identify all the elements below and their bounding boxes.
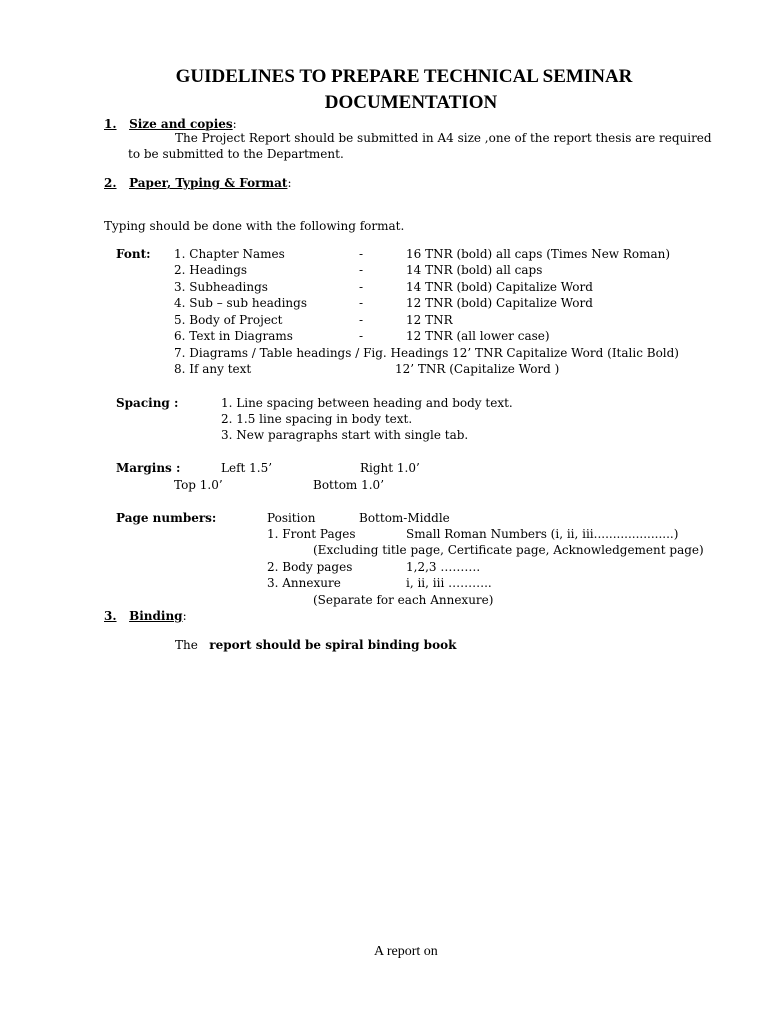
- page-number-annexure-note: (Separate for each Annexure): [313, 593, 494, 607]
- section-3-colon: :: [182, 609, 187, 623]
- font-row-name: 2. Headings: [174, 263, 248, 277]
- spacing-item: 1. Line spacing between heading and body text.: [221, 396, 513, 410]
- section-2-number: 2.: [104, 176, 117, 190]
- font-row-dash: -: [359, 247, 364, 261]
- font-row-8-value: 12’ TNR (Capitalize Word ): [395, 362, 560, 376]
- section-3-heading: [104, 608, 187, 624]
- font-row-value: 16 TNR (bold) all caps (Times New Roman): [406, 247, 671, 261]
- binding-text-bold: report should be spiral binding book: [209, 638, 457, 652]
- font-row-dash: -: [359, 280, 364, 294]
- spacing-item: 3. New paragraphs start with single tab.: [221, 428, 469, 442]
- page-number-body-value: 1,2,3 ……….: [406, 560, 481, 574]
- margins-label: Margins :: [116, 461, 181, 475]
- section-1-text-line1: The Project Report should be submitted in A4 size ,one of the report thesis are required: [175, 131, 712, 145]
- page-number-body-label: 2. Body pages: [267, 560, 353, 574]
- font-row-dash: -: [359, 296, 364, 310]
- spacing-label: Spacing :: [116, 396, 179, 410]
- margin-bottom: Bottom 1.0’: [313, 478, 385, 492]
- margin-left: Left 1.5’: [221, 461, 273, 475]
- font-row-name: 6. Text in Diagrams: [174, 329, 293, 343]
- margin-top: Top 1.0’: [174, 478, 223, 492]
- font-row-name: 5. Body of Project: [174, 313, 283, 327]
- page-number-position-value: Bottom-Middle: [359, 511, 450, 525]
- page-number-annexure-label: 3. Annexure: [267, 576, 341, 590]
- page-number-front-value: Small Roman Numbers (i, ii, iii.....................): [406, 527, 679, 541]
- font-row-dash: -: [359, 329, 364, 343]
- font-row-name: 4. Sub – sub headings: [174, 296, 307, 310]
- section-1-number: 1.: [104, 117, 117, 131]
- font-row-name: 1. Chapter Names: [174, 247, 285, 261]
- binding-text-plain: The: [175, 638, 198, 652]
- document-title-line2: DOCUMENTATION: [324, 92, 498, 113]
- section-1-colon: :: [232, 117, 237, 131]
- font-row-value: 14 TNR (bold) all caps: [406, 263, 543, 277]
- page-numbers-label: Page numbers:: [116, 511, 217, 525]
- page-number-front-label: 1. Front Pages: [267, 527, 356, 541]
- font-row-7: 7. Diagrams / Table headings / Fig. Headings 12’ TNR Capitalize Word (Italic Bold): [174, 346, 679, 360]
- document-title-line1: GUIDELINES TO PREPARE TECHNICAL SEMINAR: [175, 66, 633, 87]
- section-1-title: Size and copies: [129, 117, 233, 131]
- typing-intro: Typing should be done with the following format.: [104, 219, 405, 233]
- page-number-annexure-value: i, ii, iii ………..: [406, 576, 492, 590]
- spacing-item: 2. 1.5 line spacing in body text.: [221, 412, 413, 426]
- section-2-heading: [104, 175, 291, 191]
- section-1-text-line2: to be submitted to the Department.: [128, 147, 344, 161]
- section-3-number: 3.: [104, 609, 117, 623]
- font-row-8-name: 8. If any text: [174, 362, 252, 376]
- font-row-dash: -: [359, 313, 364, 327]
- font-row-name: 3. Subheadings: [174, 280, 268, 294]
- font-row-value: 12 TNR: [406, 313, 453, 327]
- section-2-colon: :: [287, 176, 292, 190]
- font-row-value: 12 TNR (bold) Capitalize Word: [406, 296, 593, 310]
- font-label: Font:: [116, 247, 151, 261]
- footer-text: A report on: [374, 944, 438, 959]
- margin-right: Right 1.0’: [360, 461, 420, 475]
- font-row-value: 14 TNR (bold) Capitalize Word: [406, 280, 593, 294]
- section-2-title: Paper, Typing & Format: [129, 176, 288, 190]
- page-number-front-note: (Excluding title page, Certificate page, Acknowledgement page): [313, 543, 704, 557]
- font-row-value: 12 TNR (all lower case): [406, 329, 550, 343]
- font-row-dash: -: [359, 263, 364, 277]
- page-number-position-label: Position: [267, 511, 316, 525]
- section-3-title: Binding: [129, 609, 183, 623]
- binding-text: [175, 637, 456, 653]
